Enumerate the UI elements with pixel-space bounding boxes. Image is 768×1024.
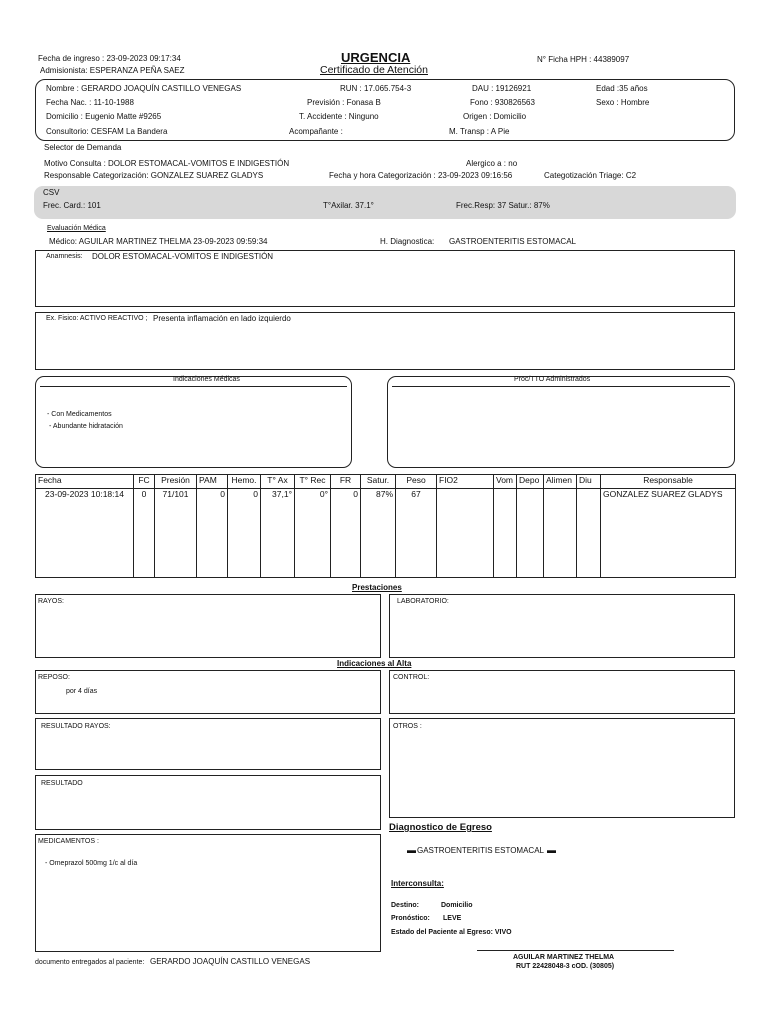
col-header: FR (331, 475, 361, 489)
proc-box (387, 376, 735, 468)
patient-name: Nombre : GERARDO JOAQUÍN CASTILLO VENEGAS (46, 84, 242, 93)
otros-label: OTROS : (393, 723, 422, 730)
reposo-value: por 4 días (66, 688, 98, 695)
firma-nombre: AGUILAR MARTINEZ THELMA (513, 954, 615, 961)
col-header: Satur. (361, 475, 396, 489)
anamnesis-value: DOLOR ESTOMACAL-VOMITOS E INDIGESTIÓN (92, 252, 274, 261)
col-header: Peso (396, 475, 437, 489)
ficha-number: N° Ficha HPH : 44389097 (537, 55, 630, 64)
motivo-consulta: Motivo Consulta : DOLOR ESTOMACAL-VOMITOS E INDIGESTIÓN (44, 159, 290, 168)
indicacion-item: - Abundante hidratación (49, 423, 123, 430)
exfisico-label: Ex. Fisico: ACTIVO REACTIVO ; (46, 315, 148, 322)
responsable-categorizacion: Responsable Categorización: GONZALEZ SUAREZ GLADYS (44, 171, 264, 180)
cell-presion: 71/101 (155, 489, 197, 578)
patient-clinic: Consultorio: CESFAM La Bandera (46, 127, 168, 136)
medico: Médico: AGUILAR MARTINEZ THELMA 23-09-2023 09:59:34 (49, 237, 268, 246)
reposo-label: REPOSO: (38, 674, 70, 681)
patient-sex: Sexo : Hombre (596, 98, 650, 107)
patient-accident: T. Accidente : Ninguno (299, 112, 379, 121)
documentos-value: GERARDO JOAQUÍN CASTILLO VENEGAS (150, 957, 311, 966)
rayos-box (35, 594, 381, 658)
indicaciones-divider (40, 386, 347, 387)
cell-satur: 87% (361, 489, 396, 578)
egreso-title: Diagnostico de Egreso (389, 822, 492, 833)
col-header: Responsable (601, 475, 736, 489)
destino-label: Destino: (391, 902, 419, 909)
control-label: CONTROL: (393, 674, 430, 681)
alergias: Alergico a : no (466, 159, 518, 168)
indicaciones-box (35, 376, 352, 468)
patient-address: Domicilio : Eugenio Matte #9265 (46, 112, 162, 121)
h-diagnostica-value: GASTROENTERITIS ESTOMACAL (449, 237, 576, 246)
cell-trec: 0° (295, 489, 331, 578)
page-subtitle: Certificado de Atención (320, 64, 428, 76)
destino-value: Domicilio (441, 902, 473, 909)
cell-pam: 0 (197, 489, 228, 578)
cell-fecha: 23-09-2023 10:18:14 (36, 489, 134, 578)
col-header: PAM (197, 475, 228, 489)
cell-alimen (544, 489, 577, 578)
col-header: Vom (494, 475, 517, 489)
col-header: Depo (517, 475, 544, 489)
otros-box (389, 718, 735, 818)
col-header: Presión (155, 475, 197, 489)
control-box (389, 670, 735, 714)
patient-birthdate: Fecha Nac. : 11-10-1988 (46, 98, 134, 107)
cell-vom (494, 489, 517, 578)
col-header: T° Ax (261, 475, 295, 489)
firma-rut: RUT 22428048-3 cOD. (30805) (516, 963, 615, 970)
page-title: URGENCIA (341, 50, 411, 65)
fecha-ingreso: Fecha de ingreso : 23-09-2023 09:17:34 (38, 54, 181, 63)
indicacion-item: - Con Medicamentos (47, 411, 112, 418)
triage-category: Categotización Triage: C2 (544, 171, 637, 180)
patient-origin: Origen : Domicilio (463, 112, 527, 121)
resultado-label: RESULTADO (41, 780, 83, 787)
csv-panel (34, 186, 736, 219)
cell-diu (577, 489, 601, 578)
patient-companion: Acompañante : (289, 127, 343, 136)
patient-phone: Fono : 930826563 (470, 98, 535, 107)
diagnostico-egreso-dash: ▬ (547, 845, 556, 855)
csv-label: CSV (43, 188, 60, 197)
temp-axilar: T°Axilar. 37.1° (323, 201, 374, 210)
cell-fio2 (437, 489, 494, 578)
pronostico-value: LEVE (443, 915, 462, 922)
estado-egreso: Estado del Paciente al Egreso: VIVO (391, 929, 512, 936)
col-header: Hemo. (228, 475, 261, 489)
patient-age: Edad :35 años (596, 84, 648, 93)
table-header-row (36, 475, 736, 489)
proc-divider (392, 386, 730, 387)
cell-hemo: 0 (228, 489, 261, 578)
selector-demanda: Selector de Demanda (44, 143, 122, 152)
medicamentos-value: - Omeprazol 500mg 1/c al día (45, 860, 138, 867)
cell-peso: 67 (396, 489, 437, 578)
medicamentos-label: MEDICAMENTOS : (38, 838, 99, 845)
laboratorio-label: LABORATORIO: (397, 598, 449, 605)
exfisico-value: Presenta inflamación en lado izquierdo (153, 314, 291, 323)
patient-transport: M. Transp : A Pie (449, 127, 510, 136)
signature-line (477, 950, 674, 951)
medicamentos-box (35, 834, 381, 952)
indicaciones-title: Indicaciones Médicas (173, 376, 240, 383)
cell-fr: 0 (331, 489, 361, 578)
col-header: Fecha (36, 475, 134, 489)
proc-title: Proc/TTO Administrados (514, 376, 591, 383)
anamnesis-label: Anamnesis: (46, 253, 83, 260)
fecha-categorizacion: Fecha y hora Categorización : 23-09-2023 09:16:56 (329, 171, 513, 180)
prestaciones-title: Prestaciones (352, 583, 402, 592)
cell-responsable: GONZALEZ SUAREZ GLADYS (601, 489, 736, 578)
table-row (36, 489, 736, 578)
col-header: Alimen (544, 475, 577, 489)
patient-dau: DAU : 19126921 (472, 84, 532, 93)
rayos-label: RAYOS: (38, 598, 64, 605)
resultado-box (35, 775, 381, 830)
diagnostico-egreso-dash: ▬ (407, 845, 416, 855)
frec-resp-satur: Frec.Resp: 37 Satur.: 87% (456, 201, 550, 210)
col-header: FC (134, 475, 155, 489)
frec-card: Frec. Card.: 101 (43, 201, 101, 210)
evaluacion-label: Evaluación Médica (47, 225, 106, 232)
patient-prevision: Previsión : Fonasa B (307, 98, 381, 107)
col-header: T° Rec (295, 475, 331, 489)
alta-title: Indicaciones al Alta (337, 659, 412, 668)
cell-fc: 0 (134, 489, 155, 578)
cell-depo (517, 489, 544, 578)
diagnostico-egreso-value: GASTROENTERITIS ESTOMACAL (417, 846, 544, 855)
cell-tax: 37,1° (261, 489, 295, 578)
vitals-table (35, 474, 736, 578)
resultado-rayos-label: RESULTADO RAYOS: (41, 723, 111, 730)
h-diagnostica-label: H. Diagnostica: (380, 237, 435, 246)
admisionista: Admisionista: ESPERANZA PEÑA SAEZ (40, 66, 185, 75)
documentos-label: documento entregados al paciente: (35, 959, 145, 966)
patient-run: RUN : 17.065.754-3 (340, 84, 412, 93)
col-header: FIO2 (437, 475, 494, 489)
pronostico-label: Pronóstico: (391, 915, 430, 922)
interconsulta-label: Interconsulta: (391, 879, 444, 888)
col-header: Diu (577, 475, 601, 489)
